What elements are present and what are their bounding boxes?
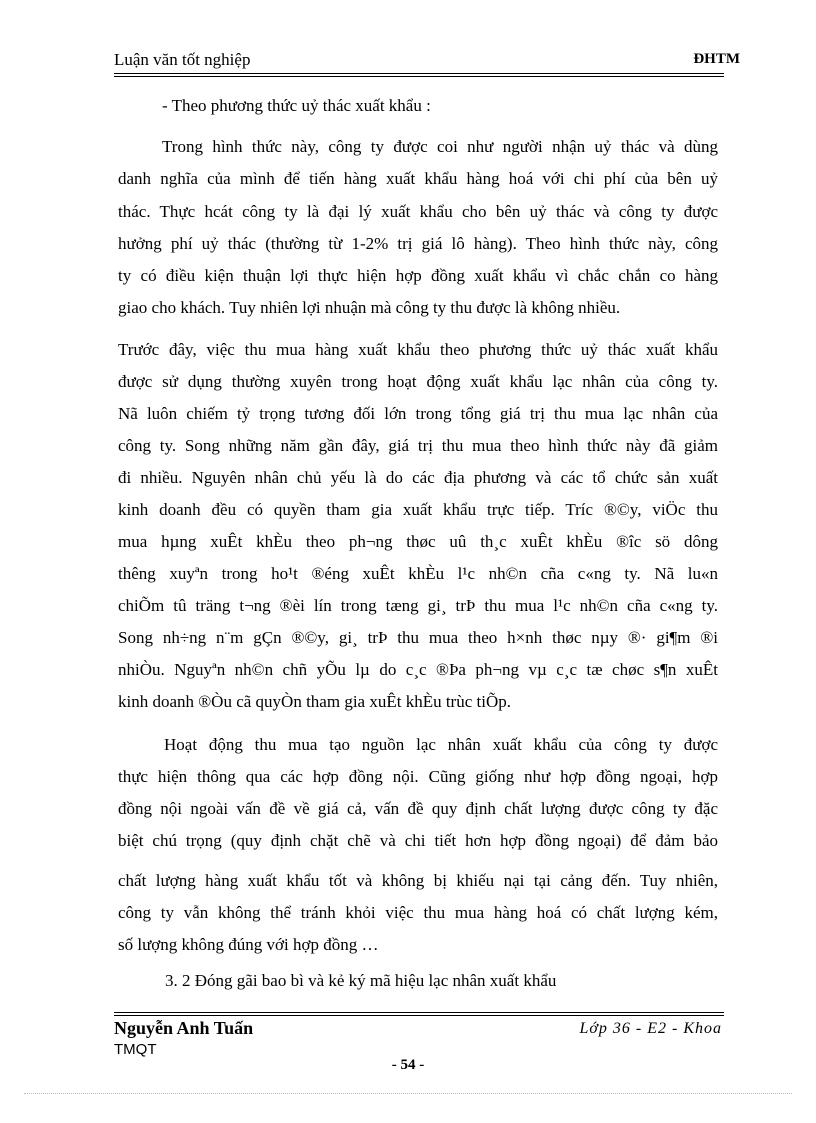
page-header-school: ĐHTM bbox=[693, 51, 740, 67]
text-line: biệt chú trọng (quy định chặt chẽ và chi tiết hơn hợp đồng ngoại) để đảm bảo bbox=[118, 831, 718, 850]
footer-divider-2 bbox=[114, 1015, 724, 1016]
text-line: ty có điều kiện thuận lợi thực hiện hợp đồng xuất khẩu vì chắc chắn co hàng bbox=[118, 266, 718, 285]
footer-department: TMQT bbox=[114, 1041, 157, 1058]
text-line: kinh doanh ®Òu cã quyÒn tham gia xuÊt khÈu trùc tiÕp. bbox=[118, 692, 511, 711]
footer-class: Lớp 36 - E2 - Khoa bbox=[579, 1020, 722, 1037]
footer-divider bbox=[114, 1012, 724, 1013]
section-heading: 3. 2 Đóng gãi bao bì và kẻ ký mã hiệu lạc nhân xuất khẩu bbox=[165, 971, 557, 990]
text-line: hưởng phí uỷ thác (thường từ 1-2% trị giá lô hàng). Theo hình thức này, công bbox=[118, 234, 718, 253]
text-line: Nã luôn chiếm tỷ trọng tương đối lớn trong tổng giá trị thu mua lạc nhân của bbox=[118, 404, 718, 423]
text-line: chiÕm tû träng t¬ng ®èi lín trong tæng gi¸ trÞ thu mua l¹c nh©n cña c«ng ty. bbox=[118, 596, 718, 615]
text-line: Trong hình thức này, công ty được coi như người nhận uỷ thác và dùng bbox=[162, 137, 718, 156]
text-line: Trước đây, việc thu mua hàng xuất khẩu theo phương thức uỷ thác xuất khẩu bbox=[118, 340, 718, 359]
page-header-title: Luận văn tốt nghiệp bbox=[114, 50, 251, 69]
bullet-heading: - Theo phương thức uỷ thác xuất khẩu : bbox=[162, 96, 431, 115]
text-line: nhiÒu. Nguyªn nh©n chñ yÕu lµ do c¸c ®Þa ph¬ng vµ c¸c tæ chøc s¶n xuÊt bbox=[118, 660, 718, 679]
text-line: công ty. Song những năm gần đây, giá trị thu mua theo hình thức này đã giảm bbox=[118, 436, 718, 455]
text-line: số lượng không đúng với hợp đồng … bbox=[118, 935, 379, 954]
header-divider-2 bbox=[114, 76, 724, 77]
text-line: thêng xuyªn trong ho¹t ®éng xuÊt khÈu l¹c nh©n cña c«ng ty. Nã lu«n bbox=[118, 564, 718, 583]
text-line: Hoạt động thu mua tạo nguồn lạc nhân xuất khẩu của công ty được bbox=[164, 735, 718, 754]
text-line: Song nh÷ng n¨m gÇn ®©y, gi¸ trÞ thu mua theo h×nh thøc nµy ®· gi¶m ®i bbox=[118, 628, 718, 647]
page-number: - 54 - bbox=[391, 1057, 425, 1073]
text-line: đồng nội ngoài vấn đề về giá cả, vấn đề quy định chất lượng được công ty đặc bbox=[118, 799, 718, 818]
text-line: đi nhiều. Nguyên nhân chủ yếu là do các địa phương và các tổ chức sản xuất bbox=[118, 468, 718, 487]
page-edge bbox=[24, 1093, 792, 1094]
footer-author: Nguyễn Anh Tuấn bbox=[114, 1018, 254, 1038]
text-line: danh nghĩa của mình để tiến hàng xuất khẩu hàng hoá với chi phí của bên uỷ bbox=[118, 169, 718, 188]
text-line: chất lượng hàng xuất khẩu tốt và không bị khiếu nại tại cảng đến. Tuy nhiên, bbox=[118, 871, 718, 890]
text-line: giao cho khách. Tuy nhiên lợi nhuận mà công ty thu được là không nhiều. bbox=[118, 298, 621, 317]
text-line: thác. Thực hcát công ty là đại lý xuất khẩu cho bên uỷ thác và công ty được bbox=[118, 202, 718, 221]
text-line: mua hµng xuÊt khÈu theo ph¬ng thøc uû th¸c xuÊt khÈu ®îc sö dông bbox=[118, 532, 718, 551]
text-line: được sử dụng thường xuyên trong hoạt động xuất khẩu lạc nhân của công ty. bbox=[118, 372, 718, 391]
header-divider bbox=[114, 73, 724, 74]
text-line: công ty vẫn không thể tránh khỏi việc thu mua hàng hoá có chất lượng kém, bbox=[118, 903, 718, 922]
text-line: kinh doanh đều có quyền tham gia xuất khẩu trực tiếp. Tríc ®©y, viÖc thu bbox=[118, 500, 718, 519]
text-line: thực hiện thông qua các hợp đồng nội. Cũng giống như hợp đồng ngoại, hợp bbox=[118, 767, 718, 786]
